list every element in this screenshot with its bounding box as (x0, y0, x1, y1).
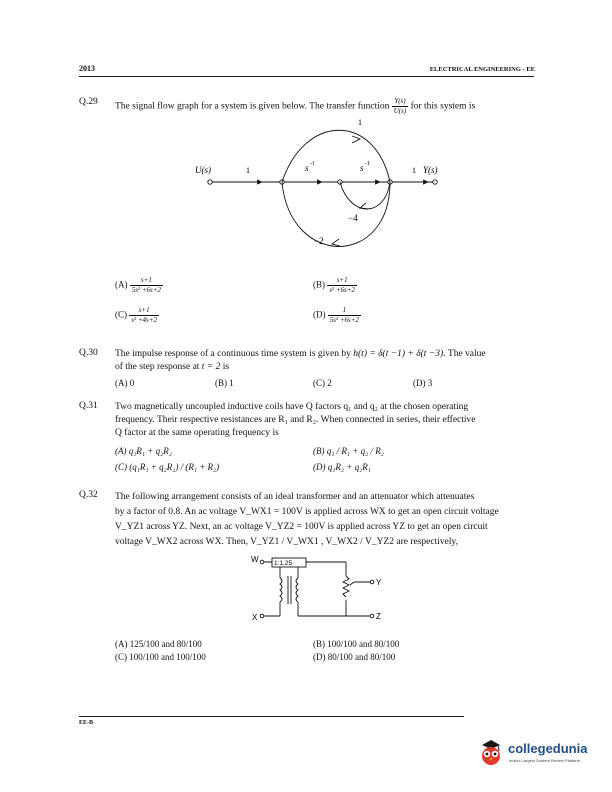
q32-option-c[interactable]: (C) 100/100 and 100/100 (115, 652, 206, 662)
q29-option-c[interactable] (115, 306, 159, 325)
secondary-coil (296, 578, 298, 602)
q32-text (115, 490, 535, 550)
q32-number: Q.32 (79, 490, 98, 500)
label-s2: s (360, 163, 364, 173)
feedforward-loop (282, 130, 390, 182)
label-w: W (251, 555, 259, 564)
q29-text (115, 97, 475, 116)
q30-expr: h(t) = δ(t −1) + δ(t −3) (353, 349, 444, 359)
footer-rule (79, 716, 464, 717)
primary-coil (280, 578, 282, 602)
q29-option-d-den: 5s² +6s+2 (329, 316, 359, 324)
footer-code: EE-B (79, 720, 94, 726)
q29-option-b[interactable] (313, 276, 357, 295)
q31-option-b[interactable]: (B) q₁ / R₁ + q₂ / R₂ (313, 446, 384, 456)
q30-text-d: is (222, 362, 230, 372)
q29-option-a-den: 5s² +6s+2 (131, 286, 161, 294)
feedback-outer-arrow (332, 239, 340, 246)
header-rule (79, 76, 534, 77)
label-s1: s (305, 163, 309, 173)
q31-option-a[interactable]: (A) q₁R₁ + q₂R₂ (115, 446, 172, 456)
label-y: Y (376, 578, 382, 587)
feedforward-arrow (352, 136, 360, 143)
q31-line-3: Q factor at the same operating frequency is (115, 428, 279, 438)
label-output: Y(s) (423, 165, 438, 175)
terminal-w (260, 560, 264, 564)
node-input (208, 180, 212, 184)
logo-text: collegedunia (508, 741, 588, 756)
q29-option-a-label: (A) (115, 279, 128, 290)
q29-tf-den: U(s) (393, 107, 407, 115)
q31-line-1: Two magnetically uncoupled inductive coils have Q factors q₁ and q₂ at the chosen operating (115, 402, 469, 412)
header-subject: ELECTRICAL ENGINEERING - EE (429, 66, 535, 73)
q29-tf-num: Y(s) (394, 97, 406, 105)
q31-option-c[interactable]: (C) (q₁R₁ + q₂R₂) / (R₁ + R₂) (115, 462, 220, 472)
label-gain-out: 1 (412, 166, 416, 175)
q29-option-a[interactable] (115, 276, 163, 295)
terminal-z (370, 614, 374, 618)
q29-option-d-label: (D) (313, 309, 326, 320)
label-fb-outer: −2 (314, 236, 324, 246)
q29-text-a: The signal flow graph for a system is given below. The transfer function (115, 101, 390, 112)
logo-tagline: India's Largest Student Review Platform (509, 758, 581, 763)
collegedunia-logo[interactable] (476, 734, 594, 770)
pot-resistor (343, 576, 349, 597)
wiper-tip (350, 582, 354, 585)
label-fb-inner: −4 (348, 213, 358, 223)
terminal-x (260, 614, 264, 618)
feedback-inner-arrow (360, 203, 368, 209)
q29-option-d-fraction (328, 306, 361, 325)
feedback-inner (340, 182, 390, 209)
q29-option-d[interactable] (313, 306, 361, 325)
q30-option-b[interactable]: (B) 1 (215, 378, 234, 388)
header-year: 2013 (79, 64, 95, 73)
q29-option-c-fraction (129, 306, 159, 325)
q29-option-a-num: s+1 (140, 276, 152, 284)
q29-option-c-label: (C) (115, 309, 127, 320)
q29-text-b: for this system is (410, 101, 476, 112)
q32-line-3: V_YZ1 across YZ. Next, an ac voltage V_YZ2 = 100V is applied across YZ to get an open circuit (115, 522, 488, 532)
q32-option-b[interactable]: (B) 100/100 and 80/100 (313, 639, 400, 649)
q29-option-b-den: s² +6s+2 (329, 286, 355, 294)
q29-option-b-num: s+1 (336, 276, 348, 284)
label-input: U(s) (195, 165, 211, 175)
q30-text (115, 348, 535, 374)
q31-option-d[interactable]: (D) q₁R₂ + q₂R₁ (313, 462, 371, 472)
label-x: X (252, 613, 258, 622)
label-z: Z (376, 612, 381, 621)
signal-flow-graph (190, 118, 450, 263)
q29-option-c-den: s² +4s+2 (131, 316, 157, 324)
node-output (433, 180, 437, 184)
q32-option-a[interactable]: (A) 125/100 and 80/100 (115, 639, 202, 649)
q29-option-a-fraction (130, 276, 163, 295)
q30-option-d[interactable]: (D) 3 (413, 378, 433, 388)
q30-number: Q.30 (79, 348, 98, 358)
label-s1-exp: -1 (310, 161, 315, 167)
q29-option-b-fraction (327, 276, 357, 295)
transformer-circuit (250, 554, 410, 634)
label-gain-in: 1 (246, 166, 250, 175)
q32-line-4: voltage V_WX2 across WX. Then, V_YZ1 / V_WX1 , V_WX2 / V_YZ2 are respectively, (115, 537, 458, 547)
q29-number: Q.29 (79, 97, 98, 107)
q29-option-b-label: (B) (313, 279, 325, 290)
q31-number: Q.31 (79, 401, 98, 411)
label-gain-top: 1 (358, 118, 362, 127)
feedback-outer (282, 182, 390, 247)
label-ratio: 1:1.25 (274, 560, 293, 567)
q29-option-d-num: 1 (342, 306, 347, 314)
q29-option-c-num: s+1 (138, 306, 150, 314)
q32-line-2: by a factor of 0.8. An ac voltage V_WX1 = 100V is applied across WX to get an open circuit voltage (115, 507, 499, 517)
q31-line-2: frequency. Their respective resistances are R₁ and R₂. When connected in series, their effective (115, 415, 476, 425)
q30-expr2: t = 2 (201, 362, 221, 372)
q29-tf-fraction (392, 97, 408, 116)
q32-line-1: The following arrangement consists of an ideal transformer and an attenuator which attenuates (115, 492, 475, 502)
q30-option-c[interactable]: (C) 2 (313, 378, 332, 388)
owl-logo-icon (476, 736, 506, 766)
q30-text-b: . The value (443, 349, 486, 359)
q30-text-c: of the step response at (115, 362, 200, 372)
terminal-y (370, 580, 374, 584)
label-s2-exp: -1 (365, 161, 370, 167)
q30-option-a[interactable]: (A) 0 (115, 378, 135, 388)
q30-text-a: The impulse response of a continuous time system is given by (115, 349, 351, 359)
q31-text (115, 401, 535, 440)
q32-option-d[interactable]: (D) 80/100 and 80/100 (313, 652, 396, 662)
